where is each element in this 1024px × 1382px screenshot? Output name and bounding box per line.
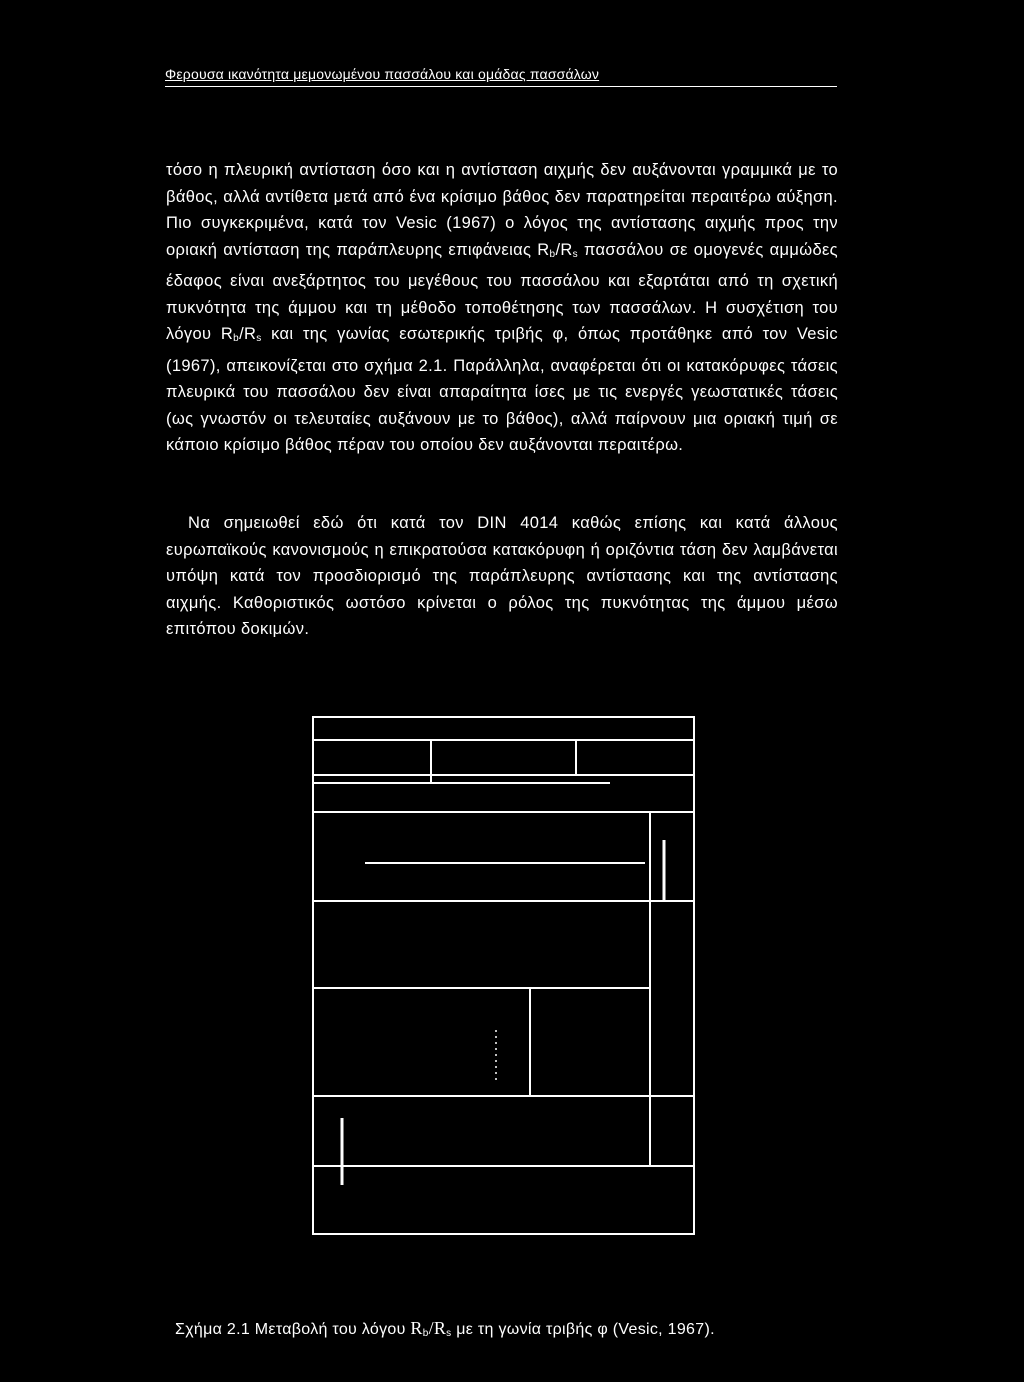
subscript-b: b xyxy=(233,333,240,344)
ratio-slash: /R xyxy=(239,325,257,343)
ratio-slash: /R xyxy=(555,240,573,259)
running-header: Φερουσα ικανότητα μεμονωμένου πασσάλου και ομάδας πασσάλων xyxy=(165,66,600,82)
subscript-b: b xyxy=(549,248,556,260)
subscript-s: s xyxy=(572,248,579,260)
figure-caption xyxy=(175,1318,715,1339)
caption-ratio-r: R xyxy=(410,1318,423,1338)
subscript-s: s xyxy=(256,333,262,344)
paragraph-1-text-c: και της γωνίας εσωτερικής τριβής φ, όπως προτάθηκε από τον Vesic (1967), απεικονίζεται στο σχήμα 2.1. Παράλληλα, αναφέρεται ότι οι κατακόρυφες τάσεις πλευρικά του πασσάλου δεν είναι απαραίτητα ίσες με τις ενεργές γεωστατικές τάσεις (ως γνωστόν οι τελευταίες αυξάνουν με το βάθος), αλλά παίρνουν μια οριακή τιμή σε κάποιο κρίσιμο βάθος πέραν του οποίου δεν αυξάνονται περαιτέρω. xyxy=(166,325,839,454)
caption-suffix: με τη γωνία τριβής φ (Vesic, 1967). xyxy=(451,1321,715,1338)
caption-prefix: Σχήμα 2.1 Μεταβολή του λόγου xyxy=(175,1321,411,1338)
caption-subscript-s: s xyxy=(446,1328,452,1339)
figure-frame xyxy=(313,717,694,1234)
caption-ratio-slash: /R xyxy=(428,1318,447,1338)
caption-subscript-b: b xyxy=(422,1328,429,1339)
paragraph-1-text-b: πασσάλου σε ομογενές αμμώδες έδαφος είναι ανεξάρτητος του μεγέθους του πασσάλου και εξαρτάται από τη σχετική πυκνότητα της άμμου και τη μέθοδο τοποθέτησης των πασσάλων. Η συσχέτιση του λόγου R xyxy=(166,240,838,343)
paragraph-1-text-a: τόσο η πλευρική αντίσταση όσο και η αντίσταση αιχμής δεν αυξάνονται γραμμικά με το βάθος, αλλά αντίθετα μετά από ένα κρίσιμο βάθος δεν παρατηρείται περαιτέρω αύξηση. Πιο συγκεκριμένα, κατά τον Vesic (1967) ο λόγος της αντίστασης αιχμής προς την οριακή αντίσταση της παράπλευρης επιφάνειας R xyxy=(166,161,838,259)
paragraph-2-text: Να σημειωθεί εδώ ότι κατά τον DIN 4014 καθώς επίσης και κατά άλλους ευρωπαϊκούς κανονισμούς η επικρατούσα κατακόρυφη ή οριζόντια τάση δεν λαμβάνεται υπόψη κατά τον προσδιορισμό της παράπλευρης αντίστασης και της αντίστασης αιχμής. Καθοριστικός ωστόσο κρίνεται ο ρόλος της πυκνότητας της άμμου μέσω επιτόπου δοκιμών. xyxy=(166,514,838,638)
